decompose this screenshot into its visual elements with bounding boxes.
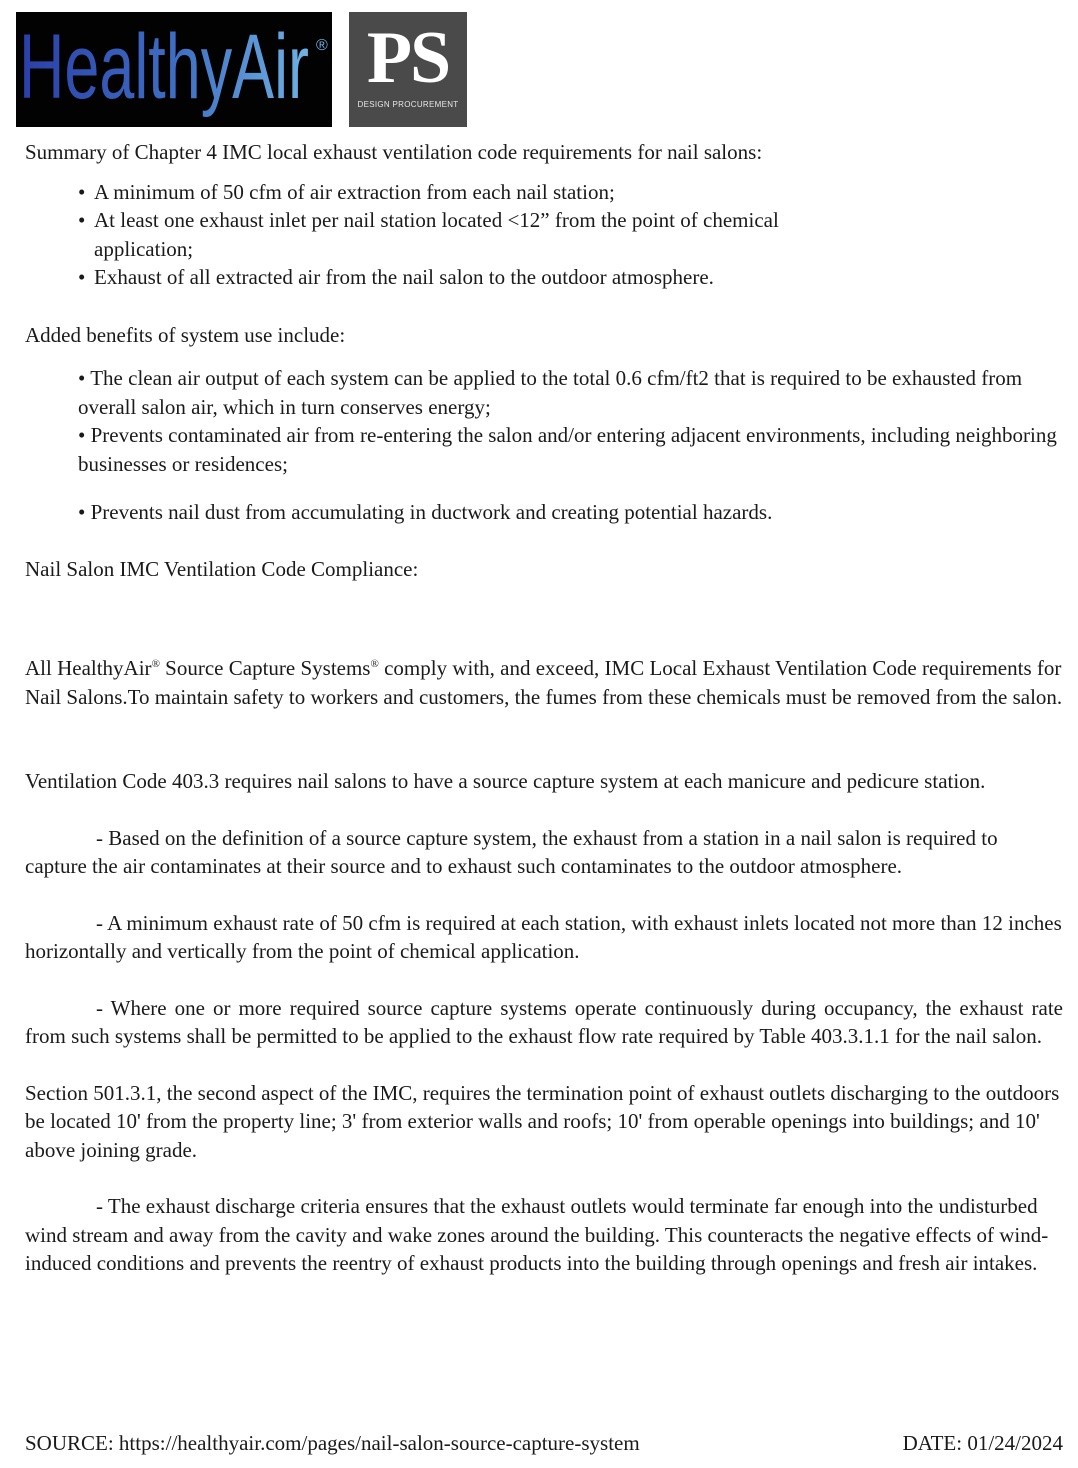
discharge-criteria-paragraph: - The exhaust discharge criteria ensures that the exhaust outlets would terminate far enough into the undisturbed wind stream and away from the cavity and wake zones around the building. This counteracts the negative effects of wind-induced conditions and prevents the reentry of exhaust products into the building through openings and fresh air intakes. <box>25 1194 1049 1275</box>
list-item: • Prevents contaminated air from re-entering the salon and/or entering adjacent environments, including neighboring businesses or residences; <box>78 423 1057 476</box>
source-citation: SOURCE: https://healthyair.com/pages/nail-salon-source-capture-system <box>25 1431 640 1455</box>
list-item: • Prevents nail dust from accumulating in ductwork and creating potential hazards. <box>78 500 773 524</box>
healthyair-wordmark: HealthyAir <box>19 16 309 118</box>
compliance-heading: Nail Salon IMC Ventilation Code Compliance: <box>25 556 419 581</box>
benefits-list <box>25 364 1063 527</box>
document-body <box>25 138 1063 1278</box>
list-item: • The clean air output of each system can be applied to the total 0.6 cfm/ft2 that is required to be exhausted from overall salon air, which in turn conserves energy; <box>78 366 1023 419</box>
list-item: • A minimum of 50 cfm of air extraction from each nail station; <box>78 178 1063 207</box>
document-date: DATE: 01/24/2024 <box>902 1431 1063 1455</box>
bullet-icon: • <box>78 265 86 289</box>
healthyair-logo-art <box>16 12 332 127</box>
continuous-operation-paragraph: - Where one or more required source capture systems operate continuously during occupancy, the exhaust rate from such systems shall be permitted to be applied to the exhaust flow rate required by Table 403.3.1.1 for the nail salon. <box>25 995 1063 1048</box>
section-501-paragraph: Section 501.3.1, the second aspect of the IMC, requires the termination point of exhaust outlets discharging to the outdoors be located 10' from the property line; 3' from exterior walls and roofs; 10' from operable openings into buildings; and 10' above joining grade. <box>25 1080 1060 1162</box>
ps-logo-tagline: DESIGN PROCUREMENT <box>357 100 459 109</box>
list-item: • At least one exhaust inlet per nail station located <12” from the point of chemical application; <box>78 208 779 261</box>
healthyair-registered-mark: ® <box>316 37 328 54</box>
code-403-paragraph: Ventilation Code 403.3 requires nail salons to have a source capture system at each manicure and pedicure station. <box>25 769 986 793</box>
source-capture-definition: - Based on the definition of a source capture system, the exhaust from a station in a nail salon is required to capture the air contaminates at their source and to exhaust such contaminates to the outdoor atmosphere. <box>25 825 998 878</box>
healthyair-logo <box>16 12 332 127</box>
registered-mark: ® <box>370 658 379 670</box>
ps-logo-letters: PS <box>366 17 450 99</box>
bullet-icon: • <box>78 179 86 204</box>
compliance-paragraph: All HealthyAir® Source Capture Systems® comply with, and exceed, IMC Local Exhaust Ventilation Code requirements for Nail Salons.To maintain safety to workers and customers, the fumes from these chemicals must be removed from the salon. <box>25 656 1063 709</box>
summary-intro: Summary of Chapter 4 IMC local exhaust ventilation code requirements for nail salons: <box>25 140 763 164</box>
bullet-icon: • <box>78 208 86 232</box>
benefits-intro: Added benefits of system use include: <box>25 322 346 347</box>
ps-logo <box>349 12 467 127</box>
exhaust-rate-paragraph: - A minimum exhaust rate of 50 cfm is required at each station, with exhaust inlets located not more than 12 inches horizontally and vertically from the point of chemical application. <box>25 910 1062 963</box>
bullet-icon: • <box>78 366 86 390</box>
summary-list <box>25 178 1063 292</box>
list-item: • Exhaust of all extracted air from the nail salon to the outdoor atmosphere. <box>78 263 1063 292</box>
registered-mark: ® <box>151 658 160 670</box>
bullet-icon: • <box>78 423 86 447</box>
bullet-icon: • <box>78 500 86 524</box>
